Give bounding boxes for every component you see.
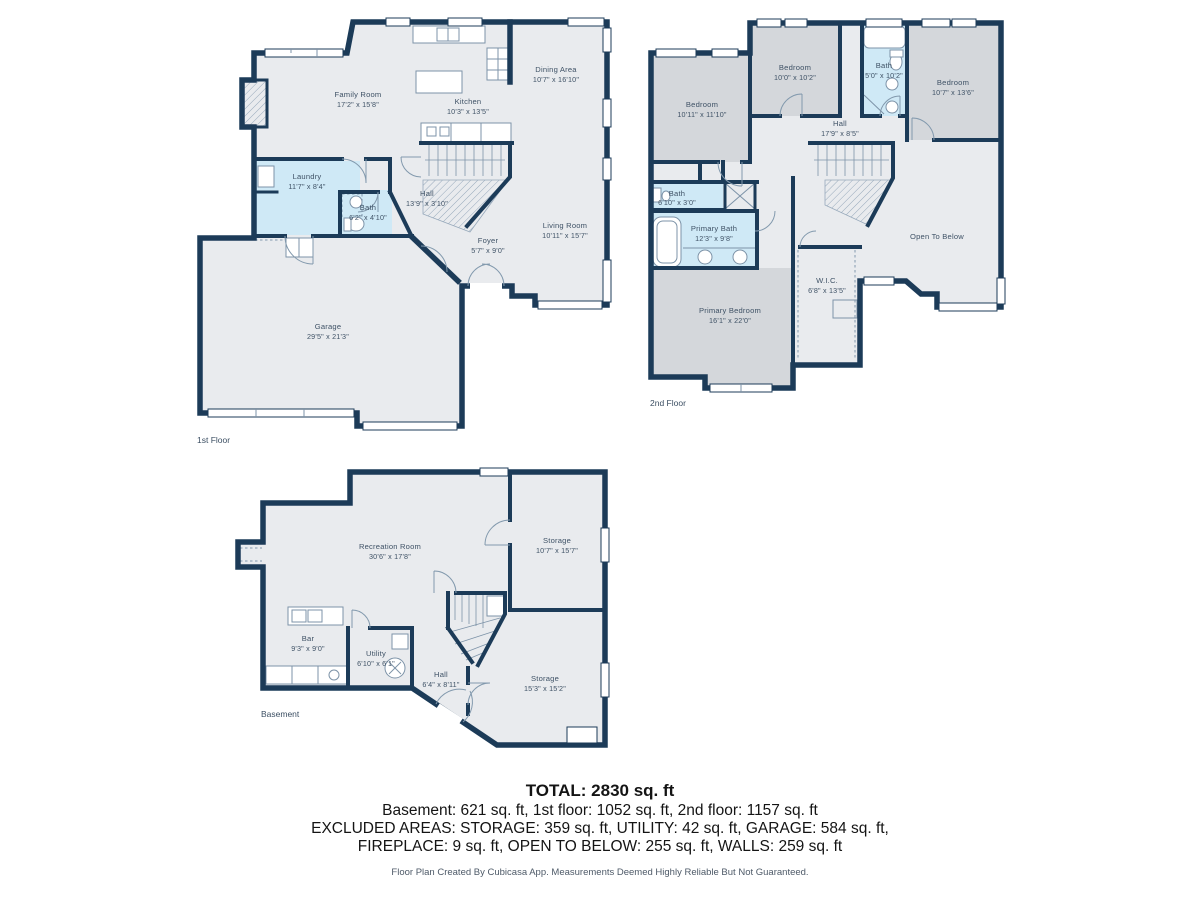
room-label: Primary Bath <box>690 224 738 233</box>
room-label: Garage <box>314 322 342 331</box>
room-label: Bedroom <box>778 63 812 72</box>
primary-bedroom-area <box>651 268 793 388</box>
room-label: Hall <box>420 189 434 198</box>
excluded-areas-text-1: EXCLUDED AREAS: STORAGE: 359 sq. ft, UTILITY: 42 sq. ft, GARAGE: 584 sq. ft, <box>311 820 889 837</box>
room-label: Bedroom <box>685 100 719 109</box>
room-dims: 6'4" x 8'11" <box>422 680 460 689</box>
room-dims: 6'2" x 4'10" <box>349 213 387 222</box>
room-dims: 10'3" x 13'5" <box>446 107 490 116</box>
room-dims: 10'7" x 16'10" <box>532 75 580 84</box>
floorplan-1st-floor <box>197 18 611 445</box>
room-dims: 29'5" x 21'3" <box>306 332 350 341</box>
disclaimer-text: Floor Plan Created By Cubicasa App. Measurements Deemed Highly Reliable But Not Guaranteed. <box>391 867 809 878</box>
room-label: Bedroom <box>936 78 970 87</box>
room-dims: 30'6" x 17'8" <box>368 552 412 561</box>
room-dims: 16'1" x 22'0" <box>708 316 752 325</box>
floorplan-basement <box>238 468 609 745</box>
room-dims: 13'9" x 3'10" <box>405 199 449 208</box>
room-dims: 6'10" x 3'0" <box>658 198 696 207</box>
excluded-areas-text-2: FIREPLACE: 9 sq. ft, OPEN TO BELOW: 255 sq. ft, WALLS: 259 sq. ft <box>357 838 843 855</box>
room-dims: 5'7" x 9'0" <box>471 246 505 255</box>
room-dims: 10'7" x 13'6" <box>931 88 975 97</box>
floor-label-2nd: 2nd Floor <box>650 398 686 408</box>
room-label: Dining Area <box>535 65 577 74</box>
room-dims: 10'11" x 15'7" <box>542 231 588 240</box>
room-label: Hall <box>833 119 847 128</box>
room-label: Bath <box>359 203 377 212</box>
room-dims: 10'11" x 11'10" <box>677 110 727 119</box>
summary-footer <box>0 781 1200 888</box>
room-label: Family Room <box>334 90 382 99</box>
total-area-text: TOTAL: 2830 sq. ft <box>525 781 675 800</box>
room-label: Living Room <box>542 221 588 230</box>
floorplan-2nd-floor <box>650 19 1005 408</box>
room-label: Storage <box>543 536 571 545</box>
floor-label-1st: 1st Floor <box>197 435 231 445</box>
room-label: Open To Below <box>910 232 964 241</box>
room-dims: 11'7" x 8'4" <box>288 182 326 191</box>
room-label: Recreation Room <box>358 542 422 551</box>
room-label: Hall <box>434 670 448 679</box>
fireplace <box>242 80 267 127</box>
room-dims: 10'7" x 15'7" <box>535 546 579 555</box>
room-dims: 12'3" x 9'8" <box>695 234 733 243</box>
room-dims: 6'8" x 13'5" <box>808 286 846 295</box>
room-label: Bath <box>875 61 893 70</box>
room-label: Storage <box>531 674 559 683</box>
room-dims: 5'0" x 10'2" <box>865 71 903 80</box>
room-dims: 6'10" x 6'1" <box>357 659 395 668</box>
room-label: Laundry <box>292 172 322 181</box>
room-dims: 17'2" x 15'8" <box>336 100 380 109</box>
room-dims: 9'3" x 9'0" <box>291 644 325 653</box>
room-dims: 15'3" x 15'2" <box>523 684 567 693</box>
room-label: Kitchen <box>454 97 482 106</box>
floor-label-basement: Basement <box>261 709 300 719</box>
room-label: Bar <box>301 634 315 643</box>
room-label: W.I.C. <box>816 276 838 285</box>
floor-areas-text: Basement: 621 sq. ft, 1st floor: 1052 sq. ft, 2nd floor: 1157 sq. ft <box>382 802 818 819</box>
room-dims: 17'9" x 8'5" <box>821 129 859 138</box>
room-label: Utility <box>366 649 386 658</box>
room-dims: 10'0" x 10'2" <box>773 73 817 82</box>
room-label: Foyer <box>477 236 499 245</box>
room-label: Bath <box>668 189 686 198</box>
room-label: Primary Bedroom <box>698 306 762 315</box>
